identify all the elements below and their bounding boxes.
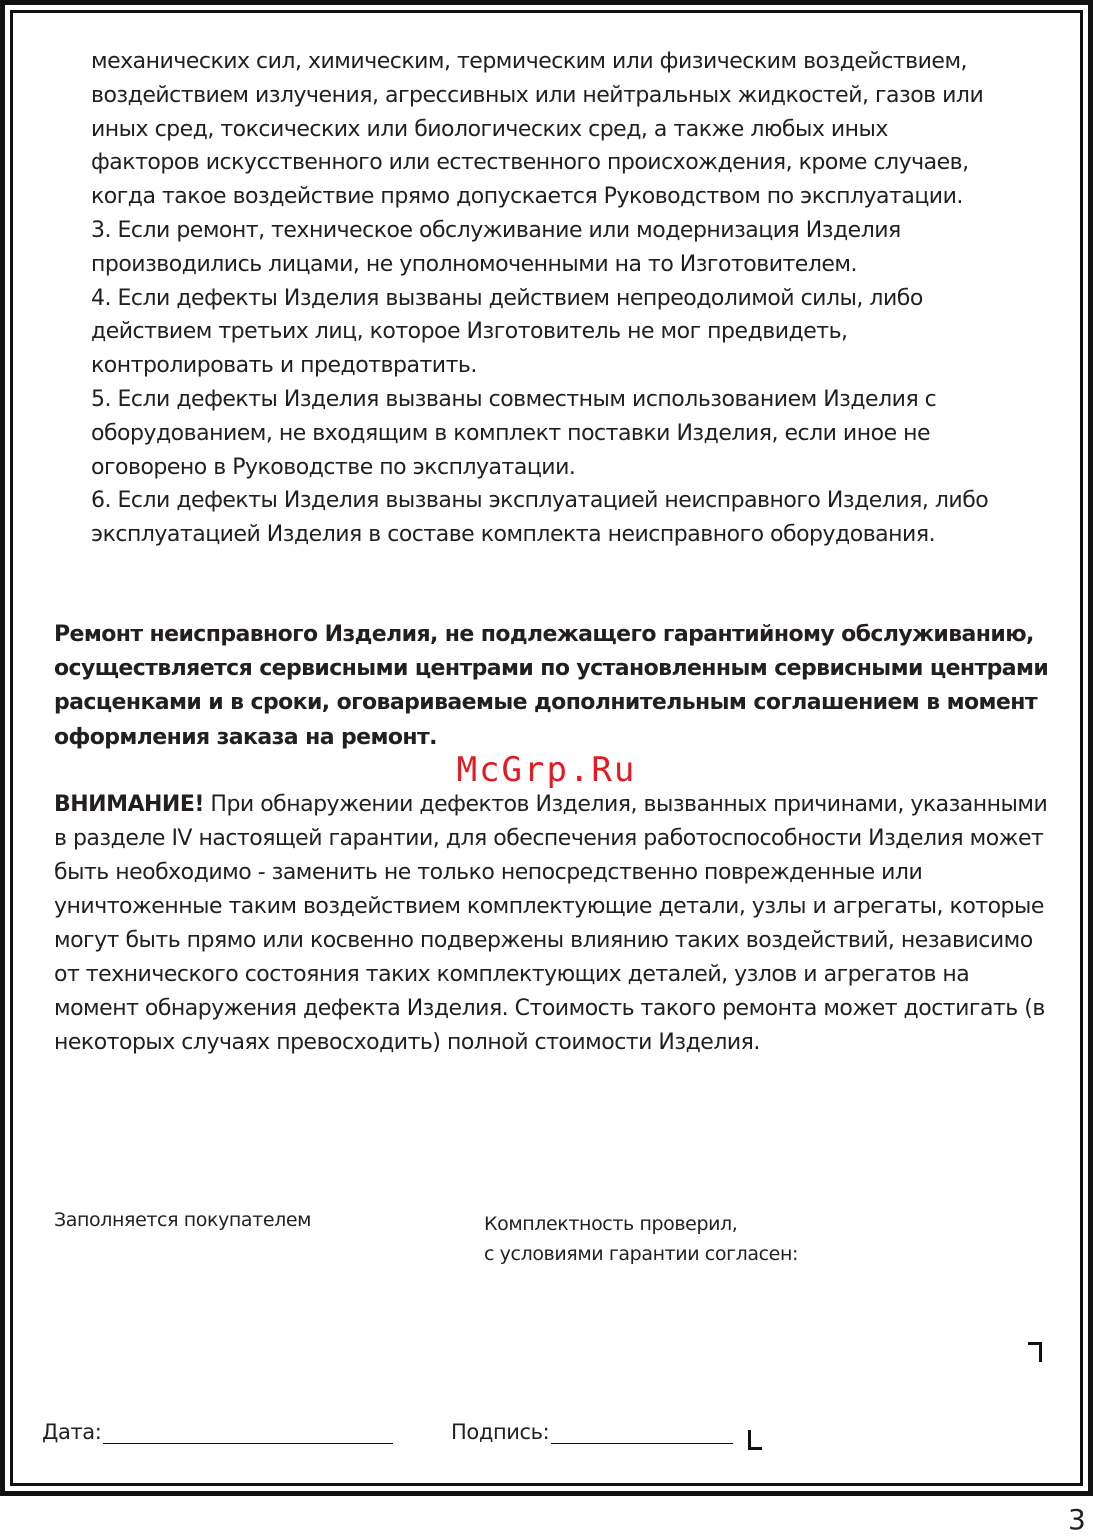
attention-text: При обнаружении дефектов Изделия, вызванных причинами, указанными в разделе IV настоящей гарантии, для обеспечения работоспособности Изделия может быть необходимо - заменить не только непосредственно поврежденные или уничтоженные таким воздействием комплектующие детали, узлы и агрегаты, которые могут быть прямо или косвенно подвержены влиянию таких воздействий, независимо от технического состояния таких комплектующих деталей, узлов и агрегатов на момент обнаружения дефекта Изделия. Стоимость такого ремонта может достигать (в некоторых случаях превосходить) полной стоимости Изделия. (54, 792, 1048, 1055)
stamp-corner-mark (1028, 1342, 1042, 1362)
list-line: контролировать и предотвратить. (91, 353, 477, 379)
date-label: Дата: (42, 1420, 102, 1444)
exclusion-list (91, 45, 1076, 552)
repair-notice: Ремонт неисправного Изделия, не подлежащего гарантийному обслуживанию, осуществляется сервисными центрами по установленным сервисными центрами расценками и в сроки, оговариваемые дополнительным соглашением в момент оформления заказа на ремонт. (54, 622, 1049, 750)
list-line: механических сил, химическим, термическим или физическим воздействием, (91, 49, 968, 74)
attention-paragraph (54, 788, 1054, 1060)
list-line: когда такое воздействие прямо допускается Руководством по эксплуатации. (91, 184, 963, 210)
list-line: оборудованием, не входящим в комплект поставки Изделия, если иное не (91, 420, 931, 446)
list-line: действием третьих лиц, которое Изготовитель не мог предвидеть, (91, 319, 848, 345)
watermark-link[interactable]: McGrp.Ru (456, 750, 637, 790)
list-line: эксплуатацией Изделия в составе комплекта неисправного оборудования. (91, 522, 936, 548)
list-line: воздействием излучения, агрессивных или нейтральных жидкостей, газов или (91, 82, 984, 108)
list-line: иных сред, токсических или биологических сред, а также любых иных (91, 116, 888, 142)
attention-heading: ВНИМАНИЕ! (54, 792, 204, 817)
signature-blank-line[interactable] (551, 1421, 733, 1444)
signature-field[interactable] (451, 1420, 733, 1444)
list-line: 4. Если дефекты Изделия вызваны действием непреодолимой силы, либо (91, 285, 923, 311)
page-number: 3 (1068, 1503, 1086, 1536)
list-line: 6. Если дефекты Изделия вызваны эксплуатацией неисправного Изделия, либо (91, 488, 989, 514)
list-line: факторов искусственного или естественного происхождения, кроме случаев, (91, 150, 969, 176)
list-line: 5. Если дефекты Изделия вызваны совместным использованием Изделия с (91, 386, 937, 412)
list-line: 3. Если ремонт, техническое обслуживание или модернизация Изделия (91, 217, 901, 243)
buyer-note: Заполняется покупателем (54, 1209, 312, 1231)
confirmation-line: с условиями гарантии согласен: (484, 1243, 798, 1265)
stamp-corner-mark (748, 1430, 762, 1450)
list-line: оговорено в Руководстве по эксплуатации. (91, 454, 576, 480)
confirmation-line: Комплектность проверил, (484, 1213, 738, 1235)
list-line: производились лицами, не уполномоченными на то Изготовителем. (91, 251, 858, 277)
signature-label: Подпись: (451, 1420, 550, 1444)
confirmation-block (484, 1209, 798, 1269)
date-field[interactable] (42, 1420, 393, 1444)
date-blank-line[interactable] (103, 1421, 393, 1444)
